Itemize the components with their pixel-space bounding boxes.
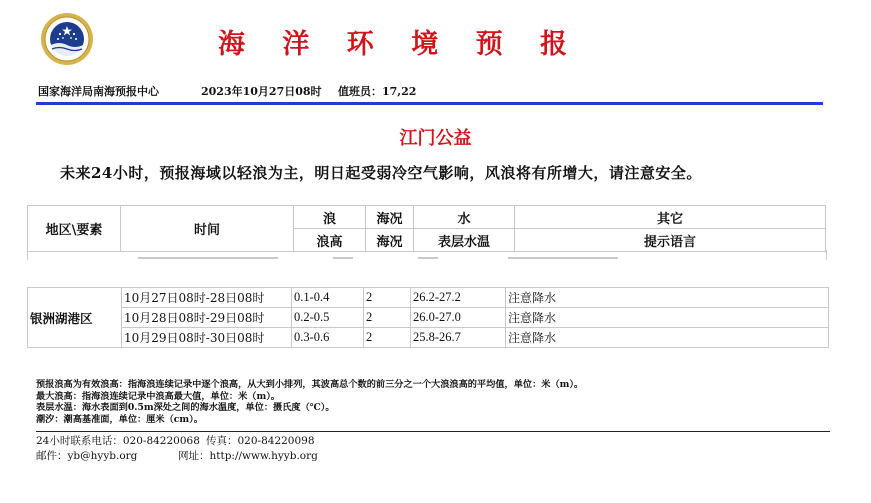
header-water-bottom: 表层水温 (414, 229, 515, 252)
note-line: 表层水温：海水表面到0.5m深处之间的海水温度，单位：摄氏度（℃）。 (36, 402, 335, 413)
note-line: 预报浪高为有效浪高：指海浪连续记录中逐个浪高，从大到小排列，其波高总个数的前三分之一个大浪浪高的平均值，单位：米（m）。 (36, 379, 584, 390)
note-line: 最大浪高：指海浪连续记录中浪高最大值，单位：米（m）。 (36, 390, 280, 402)
row-note: 注意降水 (506, 328, 829, 348)
issue-time: 2023年10月27日08时 (201, 85, 322, 98)
header-divider (36, 102, 823, 105)
row-sea-state: 2 (364, 288, 411, 308)
forecast-table-header (27, 205, 826, 252)
row-wave: 0.1-0.4 (292, 288, 364, 308)
forecast-table (27, 287, 829, 348)
row-wave: 0.2-0.5 (292, 308, 364, 328)
contact-website[interactable]: 网址：http://www.hyyb.org (178, 450, 318, 462)
row-note: 注意降水 (506, 288, 829, 308)
header-wave-top: 浪 (294, 206, 366, 229)
duty-value: 17,22 (382, 85, 417, 98)
row-sea-state: 2 (364, 308, 411, 328)
issue-info-row (38, 83, 416, 99)
issuing-organization: 国家海洋局南海预报中心 (38, 85, 159, 98)
clipped-row-strokes (27, 250, 827, 260)
contact-email[interactable]: 邮件：yb@hyyb.org (36, 450, 138, 462)
contact-info (36, 434, 318, 464)
row-wave: 0.3-0.6 (292, 328, 364, 348)
definitions-notes (36, 379, 583, 425)
row-water-temp: 26.0-27.0 (411, 308, 506, 328)
header-other-top: 其它 (515, 206, 826, 229)
footer-divider (36, 431, 830, 432)
row-time: 10月28日08时-29日08时 (122, 308, 292, 328)
row-water-temp: 26.2-27.2 (411, 288, 506, 308)
header-area: 地区\要素 (28, 206, 121, 252)
contact-fax: 传真：020-84220098 (206, 435, 315, 447)
header-sea-bottom: 海况 (366, 229, 414, 252)
region-title: 江门公益 (399, 128, 472, 149)
row-note: 注意降水 (506, 308, 829, 328)
seal-emblem-icon (40, 12, 94, 66)
row-water-temp: 25.8-26.7 (411, 328, 506, 348)
header-time: 时间 (121, 206, 294, 252)
header-wave-bottom: 浪高 (294, 229, 366, 252)
header-other-bottom: 提示语言 (515, 229, 826, 252)
forecast-summary: 未来24小时，预报海域以轻浪为主，明日起受弱冷空气影响，风浪将有所增大，请注意安全。 (60, 164, 702, 182)
document-title: 海 洋 环 境 预 报 (218, 29, 581, 60)
table-row (28, 328, 829, 348)
header-water-top: 水 (414, 206, 515, 229)
clipped-row-fragment (27, 250, 827, 260)
header-sea-top: 海况 (366, 206, 414, 229)
table-row (28, 288, 829, 308)
duty-label: 值班员： (338, 85, 382, 98)
row-sea-state: 2 (364, 328, 411, 348)
note-line: 潮汐：潮高基准面，单位：厘米（cm）。 (36, 413, 203, 425)
row-time: 10月27日08时-28日08时 (122, 288, 292, 308)
row-time: 10月29日08时-30日08时 (122, 328, 292, 348)
contact-phone: 24小时联系电话：020-84220068 (36, 435, 200, 447)
table-row (28, 308, 829, 328)
area-name: 银洲湖港区 (28, 288, 122, 348)
